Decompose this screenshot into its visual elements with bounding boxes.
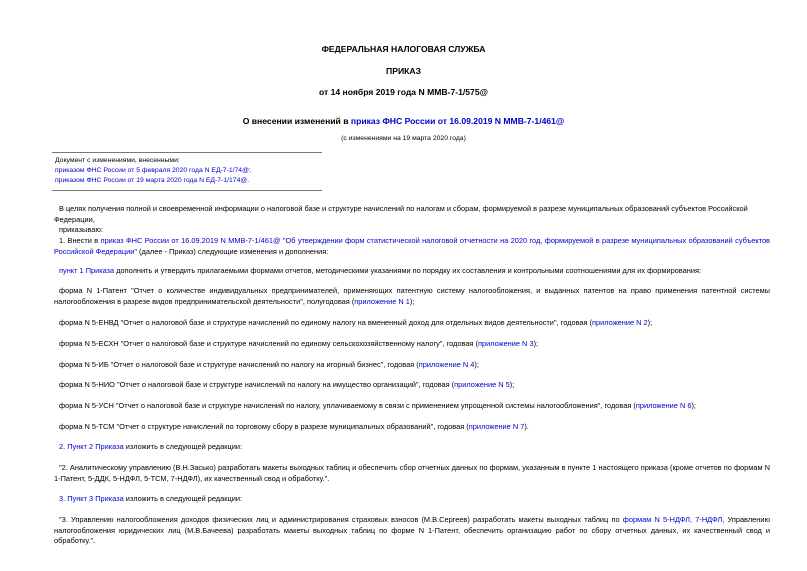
form-item [54, 380, 770, 391]
p3-link[interactable]: 3. Пункт 3 Приказа [59, 494, 124, 503]
form-item [54, 422, 770, 433]
form-text: форма N 1-Патент "Отчет о количестве индивидуальных предпринимателей, применяющих патентную систему налогообложения, и выданных патентов на право применения патентной системы налогообложения в разрезе видов предпринимательской деятельности", полугодовая ( [54, 286, 770, 306]
appendix-link[interactable]: приложение N 5 [454, 380, 510, 389]
org-name: ФЕДЕРАЛЬНАЯ НАЛОГОВАЯ СЛУЖБА [321, 44, 486, 54]
form-item [54, 339, 770, 350]
p1-1-text: дополнить и утвердить прилагаемыми формами отчетов, методическими указаниями по порядку их составления и контрольными соотношениями для их формирования: [114, 266, 702, 275]
form-end: ); [691, 401, 696, 410]
form-text: форма N 5-ЕСХН "Отчет о налоговой базе и структуре начислений по единому сельскохозяйственному налогу", годовая ( [59, 339, 478, 348]
appendix-link[interactable]: приложение N 7 [468, 422, 525, 431]
intro-paragraph: В целях получения полной и своевременной информации о налоговой базе и структуре начислений по налогам и сборам, формируемой в разрезе муниципальных образований субъектов Российской Федерации, [54, 204, 748, 224]
form-end: ); [509, 380, 515, 389]
quote-3 [54, 515, 770, 547]
form-text: форма N 5-НИО "Отчет о налоговой базе и структуре начислений по налогу на имущество организаций", годовая ( [59, 380, 455, 389]
p1-start: 1. Внести в [59, 236, 101, 245]
paragraph-2 [54, 442, 770, 453]
form-item [54, 360, 770, 371]
form-text: форма N 5-ЕНВД "Отчет о налоговой базе и структуре начислений по единому налогу на вмененный доход для отдельных видов деятельности", годовая ( [59, 318, 593, 327]
q3-end: , Управлению налогообложения юридических лиц (М.В.Бачеева) разработать макеты выходных таблиц по форме N 1-Патент, обеспечить организацию работ по сбору отчетных данных, их качественный свод и обработку.". [54, 515, 770, 545]
q3-start: "3. Управлению налогообложения доходов физических лиц и администрирования страховых взносов (М.В.Сергеев) разработать макеты выходных таблиц по [59, 515, 623, 524]
form-text: форма N 5-ИБ "Отчет о налоговой базе и структуре начислений по налогу на игорный бизнес", годовая ( [59, 360, 419, 369]
p1-end: (далее - Приказ) следующие изменения и дополнения: [137, 246, 329, 256]
form-text: форма N 5-УСН "Отчет о налоговой базе и структуре начислений по налогу, уплачиваемому в связи с применением упрощенной системы налогообложения", годовая ( [59, 401, 636, 410]
appendix-link[interactable]: приложение N 4 [418, 360, 475, 369]
form-item [54, 286, 770, 307]
changes-box [55, 156, 251, 186]
p2-text: изложить в следующей редакции: [123, 442, 243, 451]
appendix-link[interactable]: приложение N 2 [592, 318, 648, 327]
form-end: ); [474, 360, 479, 369]
doc-date: от 14 ноября 2019 года N ММВ-7-1/575@ [318, 87, 488, 97]
changes-rule-bottom [52, 190, 322, 191]
doc-title [0, 116, 807, 126]
paragraph-3 [54, 494, 770, 505]
form-item [54, 318, 770, 329]
form-end: ). [524, 422, 529, 431]
title-link[interactable]: приказ ФНС России от 16.09.2019 N ММВ-7-1/461@ [350, 116, 565, 126]
paragraph-1 [54, 236, 770, 257]
changes-rule-top [52, 152, 322, 153]
appendix-link[interactable]: приложение N 6 [635, 401, 692, 410]
changes-label: Документ с изменениями, внесенными: [55, 157, 180, 164]
appendix-link[interactable]: приложение N 3 [477, 339, 534, 348]
appendix-link[interactable]: приложение N 1 [354, 296, 410, 306]
p2-link[interactable]: 2. Пункт 2 Приказа [59, 442, 124, 451]
form-text: форма N 5-ТСМ "Отчет о структуре начислений по торговому сбору в разрезе муниципальных образований", годовая ( [59, 422, 469, 431]
form-end: ); [647, 318, 653, 327]
p1-link[interactable]: приказ ФНС России от 16.09.2019 N ММВ-7-1/461@ "Об утверждении форм статистической налоговой отчетности на 2020 год, формируемой в разрезе муниципальных образований субъектов Российской Федерации" [54, 236, 770, 256]
form-item [54, 401, 770, 412]
p3-text: изложить в следующей редакции: [123, 494, 243, 503]
title-prefix: О внесении изменений в [242, 116, 351, 126]
changes-date: (с изменениями на 19 марта 2020 года) [341, 135, 466, 142]
doc-type: ПРИКАЗ [386, 66, 421, 76]
changes-link-1[interactable]: приказом ФНС России от 5 февраля 2020 года N ЕД-7-1/74@; [55, 167, 251, 174]
p1-1-link[interactable]: пункт 1 Приказа [59, 266, 115, 275]
changes-link-2[interactable]: приказом ФНС России от 19 марта 2020 года N ЕД-7-1/174@. [55, 177, 250, 184]
paragraph-1-1 [54, 266, 770, 277]
form-end: ); [409, 296, 415, 306]
quote-2: "2. Аналитическому управлению (В.Н.Засько) разработать макеты выходных таблиц и обеспечить сбор отчетных данных по формам, указанным в пункте 1 настоящего приказа (кроме отчетов по формам N 1-Патент, 5-ДДК, 5-НДФЛ, 5-ТСМ, 7-НДФЛ), их качественный свод и обработку.". [54, 463, 770, 483]
form-end: ); [533, 339, 539, 348]
order-word: приказываю: [59, 225, 103, 234]
q3-link[interactable]: формам N 5-НДФЛ, 7-НДФЛ [622, 515, 723, 524]
